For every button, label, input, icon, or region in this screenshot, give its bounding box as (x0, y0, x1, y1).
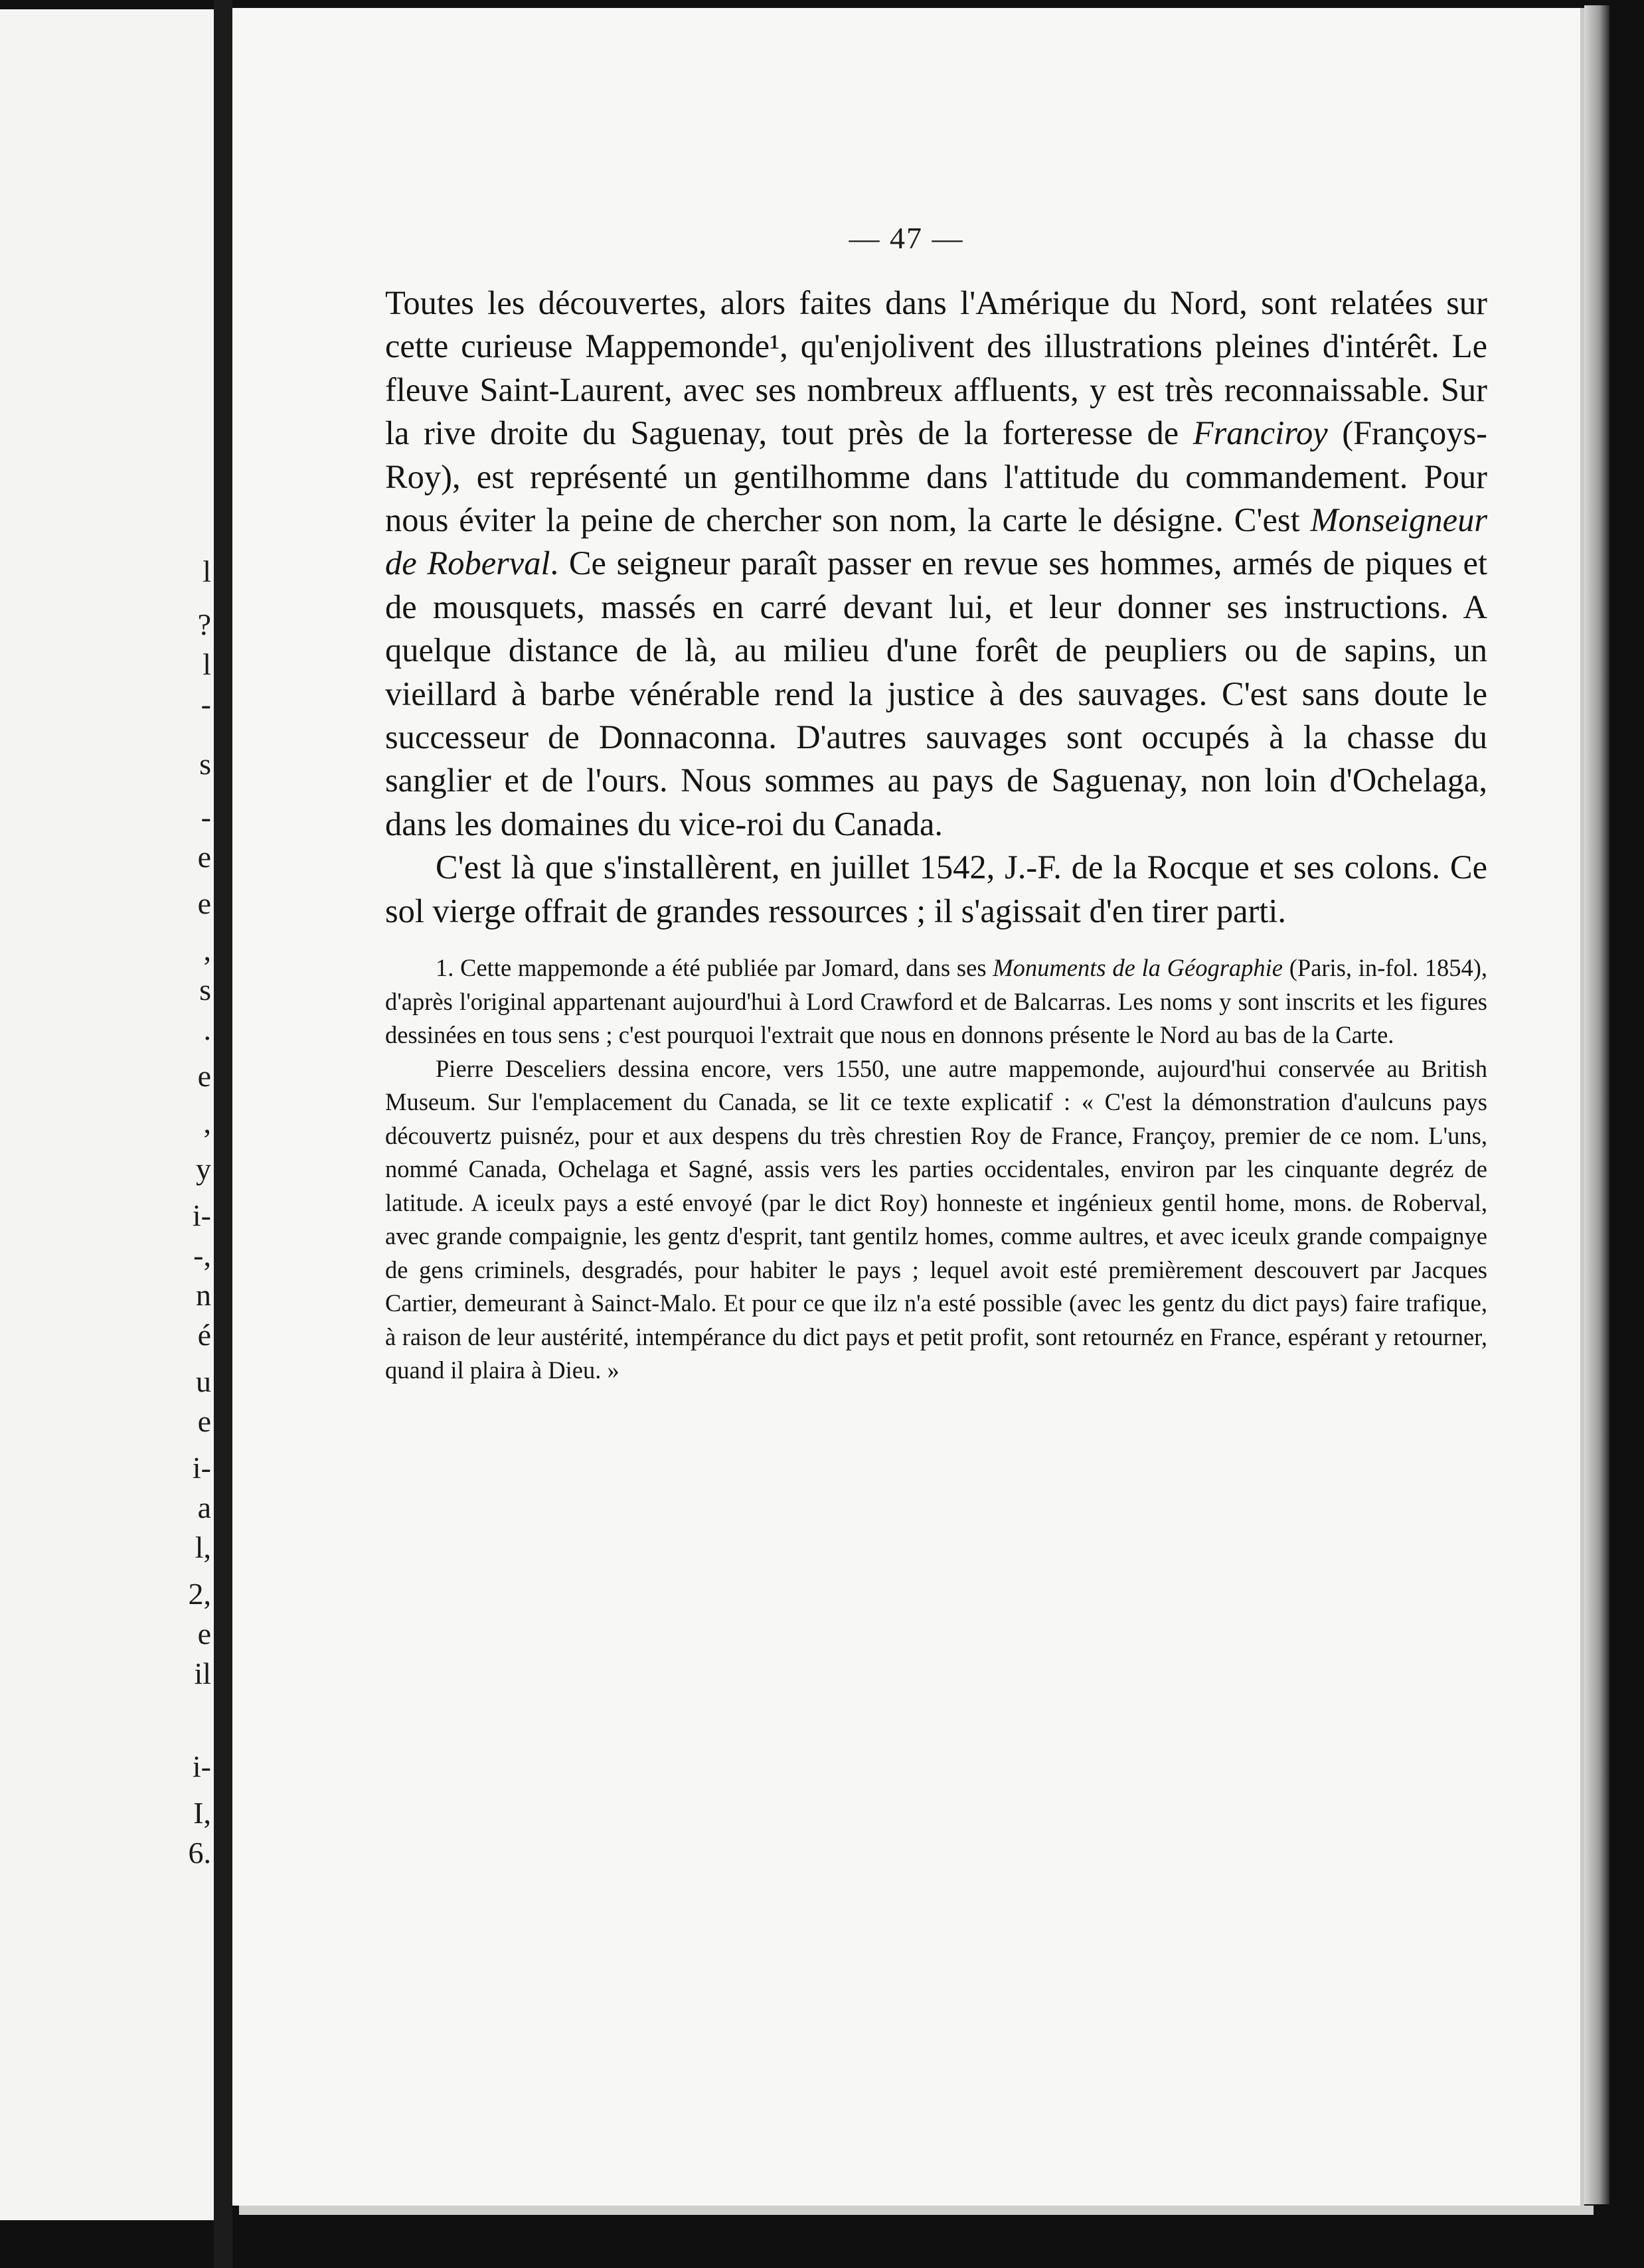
margin-fragment: i- (192, 1451, 211, 1485)
page-number: — 47 — (849, 221, 964, 255)
margin-fragment: ? (197, 608, 211, 641)
previous-page (0, 9, 214, 2220)
text-run: (Françoys-Roy), est représenté un gentilhomme dans l'attitude du commandement. Pour nous éviter la peine de chercher son nom, la carte le désigne. C'est (385, 414, 1487, 539)
page-text (385, 282, 1487, 1388)
margin-fragment: i- (192, 1749, 211, 1783)
margin-fragment: i- (192, 1198, 211, 1232)
margin-fragment: a (197, 1491, 211, 1524)
margin-fragment: l (203, 554, 211, 588)
margin-fragment: é (197, 1318, 211, 1352)
margin-fragment: il (194, 1657, 211, 1690)
margin-fragment: e (197, 886, 211, 920)
margin-fragment: n (196, 1278, 211, 1312)
body-paragraph-2: C'est là que s'installèrent, en juillet 1542, J.-F. de la Rocque et ses colons. Ce sol vierge offrait de grandes ressources ; il s'agissait d'en tirer parti. (385, 849, 1487, 930)
margin-fragment: 2, (188, 1577, 211, 1611)
margin-fragment: l (203, 647, 211, 681)
margin-fragment: s (199, 747, 211, 781)
margin-fragment: e (197, 1404, 211, 1438)
italic-place-name: Franciroy (1192, 414, 1328, 452)
margin-fragment: , (203, 1105, 211, 1139)
italic-book-title: Monuments de la Géographie (993, 954, 1283, 982)
margin-fragment: , (203, 933, 211, 967)
margin-fragment: I, (193, 1796, 211, 1830)
footnotes (385, 951, 1487, 1388)
book-gutter (214, 0, 232, 2268)
page-bottom-edge (239, 2206, 1594, 2215)
footnote-2: Pierre Desceliers dessina encore, vers 1550, une autre mappemonde, aujourd'hui conservée au British Museum. Sur l'emplacement du Canada, se lit ce texte explicatif : « C'est la démonstration d'aulcuns pays découvertz puisnéz, pour et aux despens du très chrestien Roy de France, Françoy, premier de ce nom. L'uns, nommé Canada, Ochelaga et Sagné, assis vers les parties occidentales, environ par les cinquante degréz de latitude. A iceulx pays a esté envoyé (par le dict Roy) honneste et ingénieux gentil home, mons. de Roberval, avec grande compaignie, les gentz d'esprit, tant gentilz homes, comme aultres, et avec iceulx grande compaignye de gens criminels, desgradés, pour habiter le pays ; lequel avoit esté premièrement descouvert par Jacques Cartier, demeurant à Sainct-Malo. Et pour ce que ilz n'a esté possible (avec les gentz du dict pays) faire trafique, à raison de leur austérité, intempérance du dict pays et petit profit, sont retournéz en France, espérant y retourner, quand il plaira à Dieu. » (385, 1054, 1487, 1384)
footnote-1 (385, 951, 1487, 1052)
margin-fragment: e (197, 1617, 211, 1651)
margin-fragment: - (201, 800, 211, 834)
margin-fragment: u (196, 1364, 211, 1398)
text-run: (Paris, in-fol. 1854), d'après l'original appartenant aujourd'hui à Lord Crawford et de Balcarras. Les noms y sont inscrits et les figures dessinées en tous sens ; c'est pourquoi l'extrait que nous en donnons présente le Nord au bas de la Carte. (385, 954, 1487, 1049)
margin-fragment: -, (193, 1238, 211, 1272)
text-run: Toutes les découvertes, alors faites dans l'Amérique du Nord, sont relatées sur cette curieuse Mappemonde¹, qu'enjolivent des illustrations pleines d'intérêt. Le fleuve Saint-Laurent, avec ses nombreux affluents, y est très reconnaissable. Sur la rive droite du Saguenay, tout près de la forteresse de (385, 284, 1487, 452)
margin-fragment: - (201, 687, 211, 721)
text-run: 1. Cette mappemonde a été publiée par Jomard, dans ses (436, 954, 993, 982)
italic-person-name: Monseigneur de Roberval (385, 501, 1487, 582)
book-page (232, 8, 1584, 2206)
margin-fragment: s (199, 973, 211, 1007)
margin-fragment: e (197, 1059, 211, 1093)
margin-fragment: y (196, 1152, 211, 1186)
text-run: . Ce seigneur paraît passer en revue ses hommes, armés de piques et de mousquets, massés en carré devant lui, et leur donner ses instructions. A quelque distance de là, au milieu d'une forêt de peupliers ou de sapins, un vieillard à barbe vénérable rend la justice à des sauvages. C'est sans doute le successeur de Donnaconna. D'autres sauvages sont occupés à la chasse du sanglier et de l'ours. Nous sommes au pays de Saguenay, non loin d'Ochelaga, dans les domaines du vice-roi du Canada. (385, 544, 1487, 843)
page-edge-shadow (1584, 5, 1609, 2204)
margin-fragment: 6. (188, 1836, 211, 1870)
margin-fragment: e (197, 840, 211, 874)
margin-fragment: l, (195, 1530, 211, 1564)
margin-fragment: . (203, 1012, 211, 1046)
body-paragraph-1 (385, 282, 1487, 846)
previous-page-margin-text (171, 9, 211, 2220)
